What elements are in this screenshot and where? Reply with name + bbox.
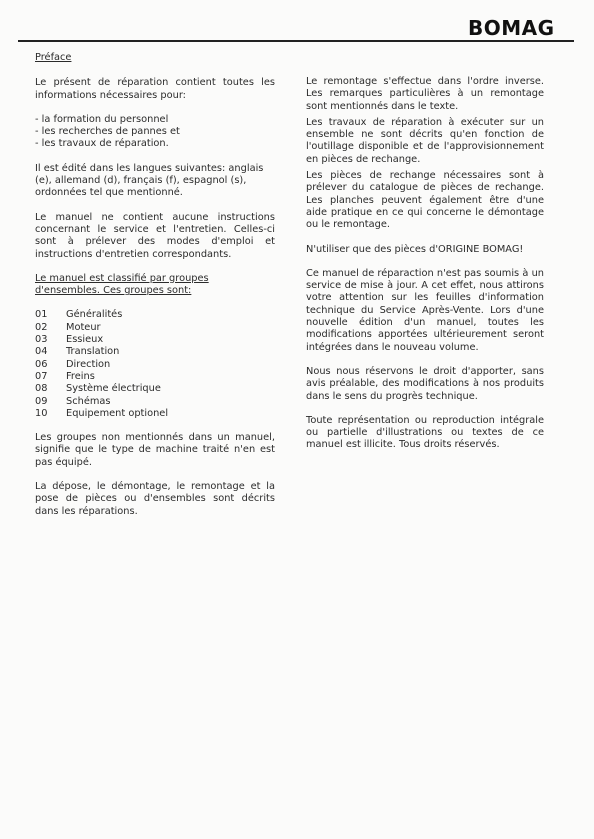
origine-paragraph: N'utiliser que des pièces d'ORIGINE BOMAG! — [306, 243, 524, 255]
intro-paragraph: Le présent de réparation contient toutes les informations nécessaires pour: — [35, 77, 275, 101]
group-number: 09 — [35, 395, 48, 407]
group-label: Freins — [66, 370, 95, 382]
group-item — [35, 346, 275, 358]
group-label: Moteur — [66, 321, 101, 333]
group-number: 02 — [35, 321, 48, 333]
droit-paragraph: Nous nous réservons le droit d'apporter, sans avis préalable, des modifications à nos produits dans le sens du progrès technique. — [306, 365, 544, 402]
group-label: Système électrique — [66, 383, 161, 395]
list-item: - la formation du personnel — [35, 113, 169, 125]
group-number: 03 — [35, 334, 48, 346]
group-number: 01 — [35, 309, 48, 321]
group-label: Essieux — [66, 334, 104, 346]
no-instructions-paragraph: Le manuel ne contient aucune instructions concernant le service et l'entretien. Celles-ci sont à prélever des modes d'emploi et instructions d'entretien correspondants. — [35, 211, 275, 260]
page-title: Préface — [35, 52, 72, 63]
group-label: Généralités — [66, 309, 123, 321]
header-rule — [18, 40, 574, 42]
languages-paragraph: Il est édité dans les langues suivantes: anglais (e), allemand (d), français (f), espagnol (s), ordonnées tel que mentionné. — [35, 162, 264, 199]
group-item — [35, 359, 275, 371]
group-number: 04 — [35, 346, 48, 358]
group-number: 10 — [35, 407, 48, 419]
group-number: 07 — [35, 370, 48, 382]
remontage-paragraph: Le remontage s'effectue dans l'ordre inverse. Les remarques particulières à un remontage sont mentionnés dans le texte. — [306, 76, 544, 112]
purpose-list — [35, 114, 275, 151]
right-column — [306, 76, 544, 452]
groups-list — [35, 309, 275, 420]
group-item — [35, 322, 275, 334]
group-number: 06 — [35, 358, 48, 370]
group-item — [35, 383, 275, 395]
list-item: - les recherches de pannes et — [35, 126, 180, 138]
group-label: Direction — [66, 358, 111, 370]
depose-paragraph: La dépose, le démontage, le remontage et la pose de pièces ou d'ensembles sont décrits dans les réparations. — [35, 481, 275, 517]
bomag-logo: BOMAG — [468, 16, 555, 40]
reproduction-paragraph: Toute représentation ou reproduction intégrale ou partielle d'illustrations ou textes de ce manuel est illicite. Tous droits réservés. — [306, 414, 544, 451]
travaux-paragraph: Les travaux de réparation à exécuter sur un ensemble ne sont décrits qu'en fonction de l'outillage disponible et de l'approvisionnement en pièces de rechange. — [306, 116, 544, 165]
group-item — [35, 334, 275, 346]
group-number: 08 — [35, 383, 48, 395]
list-item: - les travaux de réparation. — [35, 138, 169, 150]
group-label: Translation — [66, 346, 120, 358]
group-item — [35, 396, 275, 408]
group-item — [35, 309, 275, 321]
group-item — [35, 408, 275, 420]
groups-note-paragraph: Les groupes non mentionnés dans un manuel, signifie que le type de machine traité n'en est pas équipé. — [35, 432, 275, 468]
left-column — [35, 52, 275, 518]
group-label: Equipement optionel — [66, 407, 169, 419]
groups-heading: Le manuel est classifié par groupes d'ensembles. Ces groupes sont: — [35, 272, 209, 297]
pieces-paragraph: Les pièces de rechange nécessaires sont à prélever du catalogue de pièces de rechange. Les planches peuvent également être d'une aide pratique en ce qui concerne le démontage ou le remontage. — [306, 170, 544, 231]
group-item — [35, 371, 275, 383]
mise-a-jour-paragraph: Ce manuel de réparaction n'est pas soumis à un service de mise à jour. A cet effet, nous attirons votre attention sur les feuilles d'information technique du Service Après-Vente. Lors d'une nouvelle édition d'un manuel, toutes les modifications apportées ultérieurement seront intégrées dans le nouveau volume. — [306, 267, 544, 353]
group-label: Schémas — [66, 395, 111, 407]
